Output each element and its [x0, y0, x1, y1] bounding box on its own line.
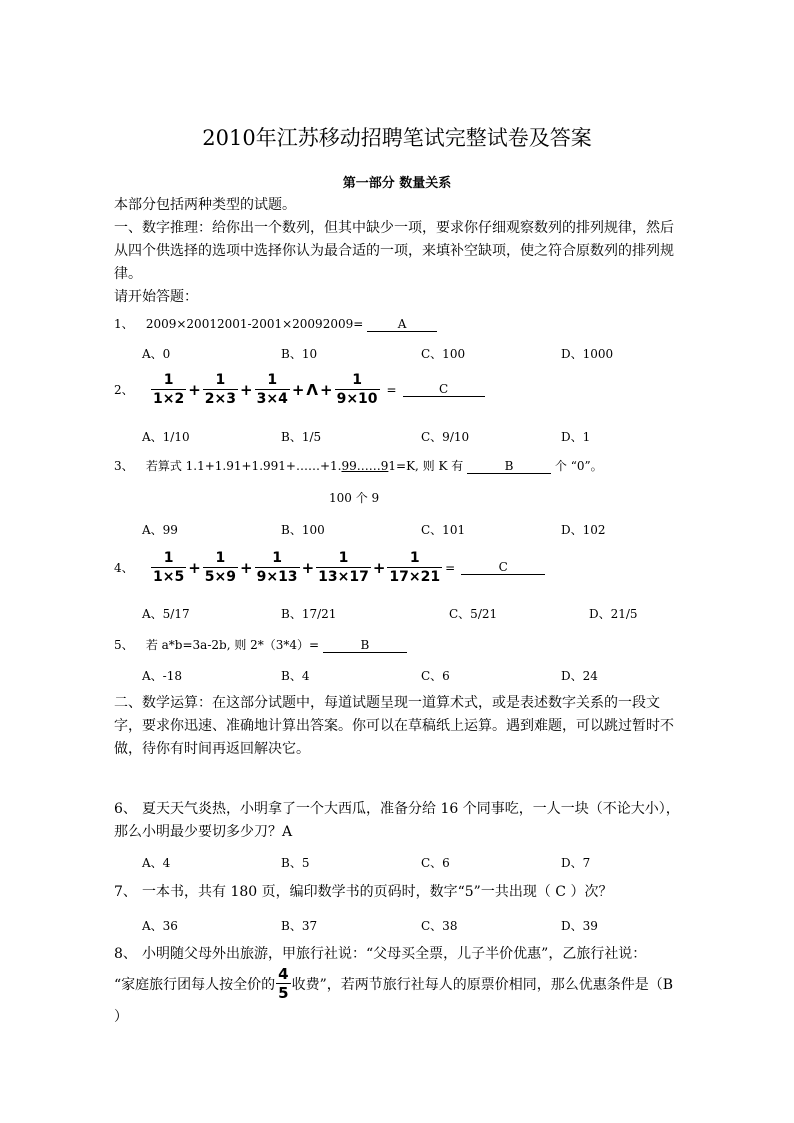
plus-sign: +: [291, 380, 305, 399]
fraction: $\frac{4}{5}$: [278, 965, 289, 1002]
question-text-cont: 1=K, 则 K 有: [388, 459, 464, 473]
option-a: A、-18: [142, 669, 182, 683]
start-prompt: 请开始答题：: [114, 289, 198, 305]
option-d: D、21/5: [589, 607, 638, 621]
question-8-line3: ）: [114, 1009, 128, 1025]
intro-text: [114, 194, 684, 309]
question-text: 夏天天气炎热，小明拿了一个大西瓜，准备分给 16 个同事吃，一人一块（不论大小），那么小明最少要切多少刀？A: [114, 801, 680, 840]
question-3: [114, 457, 603, 474]
question-text: 若算式 1.1+1.91+1.991+……+1.: [145, 459, 342, 473]
question-7: [114, 881, 684, 904]
fraction: $\frac{1}{1\times 2}$: [153, 372, 185, 407]
option-b: B、17/21: [281, 607, 337, 621]
option-b: B、100: [281, 523, 325, 537]
option-d: D、102: [561, 523, 606, 537]
option-d: D、39: [561, 919, 598, 933]
option-b: B、4: [281, 669, 310, 683]
option-c: C、5/21: [449, 607, 498, 621]
question-number: 7、: [114, 884, 137, 900]
question-number: 5、: [114, 638, 134, 652]
option-a: A、36: [142, 919, 178, 933]
option-c: C、101: [421, 523, 466, 537]
option-a: A、99: [142, 523, 178, 537]
question-8: [114, 943, 684, 966]
question-8-line2: [114, 966, 673, 1001]
plus-sign: +: [240, 380, 253, 399]
question-4: [114, 550, 545, 585]
option-a: A、4: [142, 856, 171, 870]
question-number: 1、: [114, 317, 134, 331]
option-d: D、1000: [561, 347, 614, 361]
fraction: $\frac{1}{5\times 9}$: [204, 550, 237, 585]
option-c: C、100: [421, 347, 466, 361]
fraction: $\frac{1}{13\times 17}$: [318, 550, 369, 585]
fraction: $\frac{1}{9\times 10}$: [336, 372, 378, 407]
plus-sign: +: [372, 558, 386, 577]
answer-blank: C: [403, 383, 485, 397]
option-b: B、37: [281, 919, 318, 933]
repeated-nines: 99……9: [341, 459, 389, 473]
plus-sign: +: [320, 380, 333, 399]
option-b: B、1/5: [281, 430, 322, 444]
ellipsis-symbol: Λ: [306, 380, 318, 399]
section2-description: 二、数学运算：在这部分试题中，每道试题呈现一道算术式，或是表述数字关系的一段文字，要求你迅速、准确地计算出答案。你可以在草稿纸上运算。遇到难题，可以跳过暂时不做，待你有时间再返回解决它。: [114, 695, 674, 757]
fraction: $\frac{1}{9\times 13}$: [256, 550, 298, 585]
option-c: C、9/10: [421, 430, 470, 444]
option-c: C、6: [421, 669, 450, 683]
question-number: 4、: [114, 561, 134, 575]
section1-description: 一、数字推理：给你出一个数列，但其中缺少一项，要求你仔细观察数列的排列规律，然后从四个供选择的选项中选择你认为最合适的一项，来填补空缺项，使之符合原数列的排列规律。: [114, 220, 674, 282]
option-b: B、10: [281, 347, 318, 361]
fraction: $\frac{1}{17\times 21}$: [389, 550, 441, 585]
plus-sign: +: [240, 558, 253, 577]
question-1: [114, 315, 437, 332]
equals-sign: =: [445, 560, 456, 575]
question-text: 小明随父母外出旅游，甲旅行社说：“父母买全票，儿子半价优惠”，乙旅行社说：: [142, 946, 647, 962]
option-a: A、1/10: [142, 430, 190, 444]
equals-sign: =: [386, 382, 397, 397]
question-number: 8、: [114, 946, 137, 962]
plus-sign: +: [188, 558, 201, 577]
question-number: 2、: [114, 383, 134, 397]
option-c: C、6: [421, 856, 450, 870]
page-title: 2010年江苏移动招聘笔试完整试卷及答案: [202, 126, 592, 150]
section-title: 第一部分 数量关系: [342, 176, 452, 191]
answer-blank: C: [461, 561, 545, 575]
option-c: C、38: [421, 919, 458, 933]
option-a: A、5/17: [142, 607, 190, 621]
nines-note: 100 个 9: [329, 491, 380, 505]
option-d: D、1: [561, 430, 591, 444]
answer-blank: A: [367, 318, 437, 332]
plus-sign: +: [301, 558, 315, 577]
question-text: 若 a*b=3a-2b, 则 2*（3*4）=: [145, 638, 320, 652]
option-a: A、0: [142, 347, 171, 361]
question-text-end: 个 “0”。: [554, 459, 603, 473]
question-5: [114, 636, 407, 653]
intro-line: 本部分包括两种类型的试题。: [114, 197, 296, 213]
answer-blank: B: [323, 639, 407, 653]
option-d: D、24: [561, 669, 598, 683]
fraction: $\frac{1}{3\times 4}$: [256, 372, 288, 407]
option-d: D、7: [561, 856, 591, 870]
question-text: 一本书，共有 180 页，编印数学书的页码时，数字“5”一共出现（ C ）次？: [142, 884, 613, 900]
question-number: 3、: [114, 459, 134, 473]
fraction: $\frac{1}{1\times 5}$: [153, 550, 185, 585]
question-6: [114, 798, 684, 844]
fraction: $\frac{1}{2\times 3}$: [204, 372, 237, 407]
question-number: 6、: [114, 801, 137, 817]
plus-sign: +: [188, 380, 201, 399]
answer-blank: B: [467, 460, 551, 474]
question-2: [114, 372, 485, 407]
option-b: B、5: [281, 856, 310, 870]
question-text-cont: 收费”，若两节旅行社每人的原票价相同，那么优惠条件是（B: [291, 976, 674, 993]
question-text-cont: “家庭旅行团每人按全价的: [114, 976, 276, 993]
question-text: 2009×20012001-2001×20092009=: [145, 317, 364, 331]
